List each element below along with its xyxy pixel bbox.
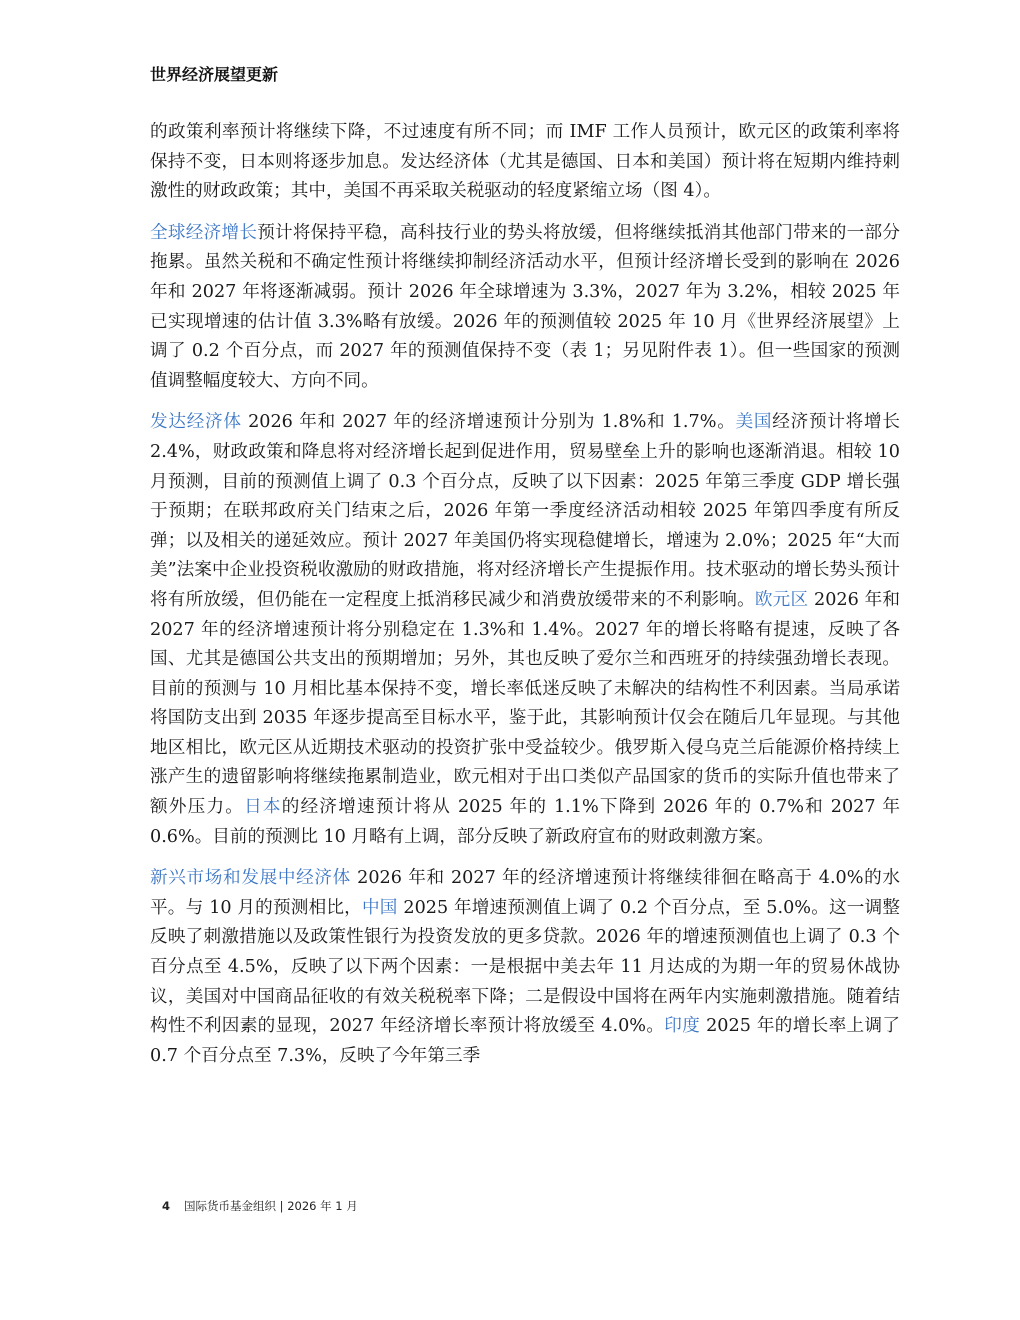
section-lead-japan: 日本 bbox=[244, 797, 282, 818]
section-lead-global-growth: 全球经济增长 bbox=[150, 222, 258, 243]
section-lead-india: 印度 bbox=[664, 1016, 701, 1037]
body-text: 经济预计将增长 2.4%，财政政策和降息将对经济增长起到促进作用，贸易壁垒上升的影响也逐渐消退。相较 10 月预测，目前的预测值上调了 0.3 个百分点，反映了以下因素：2025 年第三季度 GDP 增长强于预期；在联邦政府关门结束之后，2026 年第一季度经济活动相较 2025 年第四季度有所反弹；以及相关的递延效应。预计 2027 年美国仍将实现稳健增长，增速为 2.0%；2025 年“大而美”法案中企业投资税收激励的财政措施，将对经济增长产生提振作用。技术驱动的增长势头预计将有所放缓，但仍能在一定程度上抵消移民减少和消费放缓带来的不利影响。 bbox=[150, 412, 900, 610]
body-text: 2026 年和 2027 年的经济增速预计将分别稳定在 1.3%和 1.4%。2027 年的增长将略有提速，反映了各国、尤其是德国公共支出的预期增加；另外，其也反映了爱尔兰和西班牙的持续强劲增长表现。目前的预测与 10 月相比基本保持不变，增长率低迷反映了未解决的结构性不利因素。当局承诺将国防支出到 2035 年逐步提高至目标水平，鉴于此，其影响预计仅会在随后几年显现。与其他地区相比，欧元区从近期技术驱动的投资扩张中受益较少。俄罗斯入侵乌克兰后能源价格持续上涨产生的遗留影响将继续拖累制造业，欧元相对于出口类似产品国家的货币的实际升值也带来了额外压力。 bbox=[150, 589, 900, 818]
section-lead-emerging-markets: 新兴市场和发展中经济体 bbox=[150, 868, 351, 889]
body-text: 2026 年和 2027 年的经济增速预计分别为 1.8%和 1.7%。 bbox=[241, 412, 736, 433]
section-lead-euro-area: 欧元区 bbox=[754, 589, 809, 610]
paragraph-global-growth bbox=[150, 219, 900, 397]
body-text: 2025 年增速预测值上调了 0.2 个百分点，至 5.0%。这一调整反映了刺激措施以及政策性银行为投资发放的更多贷款。2026 年的增速预测值也上调了 0.3 个百分点至 4.5%，反映了以下两个因素：一是根据中美去年 11 月达成的为期一年的贸易休战协议，美国对中国商品征收的有效关税税率下降；二是假设中国将在两年内实施刺激措施。随着结构性不利因素的显现，2027 年经济增长率预计将放缓至 4.0%。 bbox=[150, 897, 900, 1037]
section-lead-advanced-economies: 发达经济体 bbox=[150, 412, 242, 433]
running-header: 世界经济展望更新 bbox=[150, 65, 279, 84]
page-footer bbox=[162, 1198, 358, 1214]
paragraph-advanced-economies bbox=[150, 408, 900, 852]
paragraph-emerging-markets bbox=[150, 864, 900, 1071]
footer-text: 国际货币基金组织 | 2026 年 1 月 bbox=[184, 1199, 358, 1213]
body-text: 2026 年和 2027 年的经济增速预计将继续徘徊在略高于 4.0%的水平。与 10 月的预测相比， bbox=[150, 868, 900, 918]
document-body bbox=[150, 118, 900, 1083]
body-text: 预计将保持平稳，高科技行业的势头将放缓，但将继续抵消其他部门带来的一部分拖累。虽然关税和不确定性预计将继续抑制经济活动水平，但预计经济增长受到的影响在 2026 年和 2027 年将逐渐减弱。预计 2026 年全球增速为 3.3%，2027 年为 3.2%，相较 2025 年已实现增速的估计值 3.3%略有放缓。2026 年的预测值较 2025 年 10 月《世界经济展望》上调了 0.2 个百分点，而 2027 年的预测值保持不变（表 1；另见附件表 1）。但一些国家的预测值调整幅度较大、方向不同。 bbox=[150, 222, 900, 391]
body-text: 的政策利率预计将继续下降，不过速度有所不同；而 IMF 工作人员预计，欧元区的政策利率将保持不变，日本则将逐步加息。发达经济体（尤其是德国、日本和美国）预计将在短期内维持刺激性的财政政策；其中，美国不再采取关税驱动的轻度紧缩立场（图 4）。 bbox=[150, 122, 900, 202]
body-text: 2025 年的增长率上调了 0.7 个百分点至 7.3%，反映了今年第三季 bbox=[150, 1016, 900, 1066]
page-number: 4 bbox=[162, 1199, 171, 1213]
section-lead-united-states: 美国 bbox=[735, 412, 773, 433]
body-text: 的经济增速预计将从 2025 年的 1.1%下降到 2026 年的 0.7%和 2027 年 0.6%。目前的预测比 10 月略有上调，部分反映了新政府宣布的财政刺激方案。 bbox=[150, 797, 900, 847]
paragraph-monetary-fiscal-policy bbox=[150, 118, 900, 207]
section-lead-china: 中国 bbox=[361, 897, 398, 918]
